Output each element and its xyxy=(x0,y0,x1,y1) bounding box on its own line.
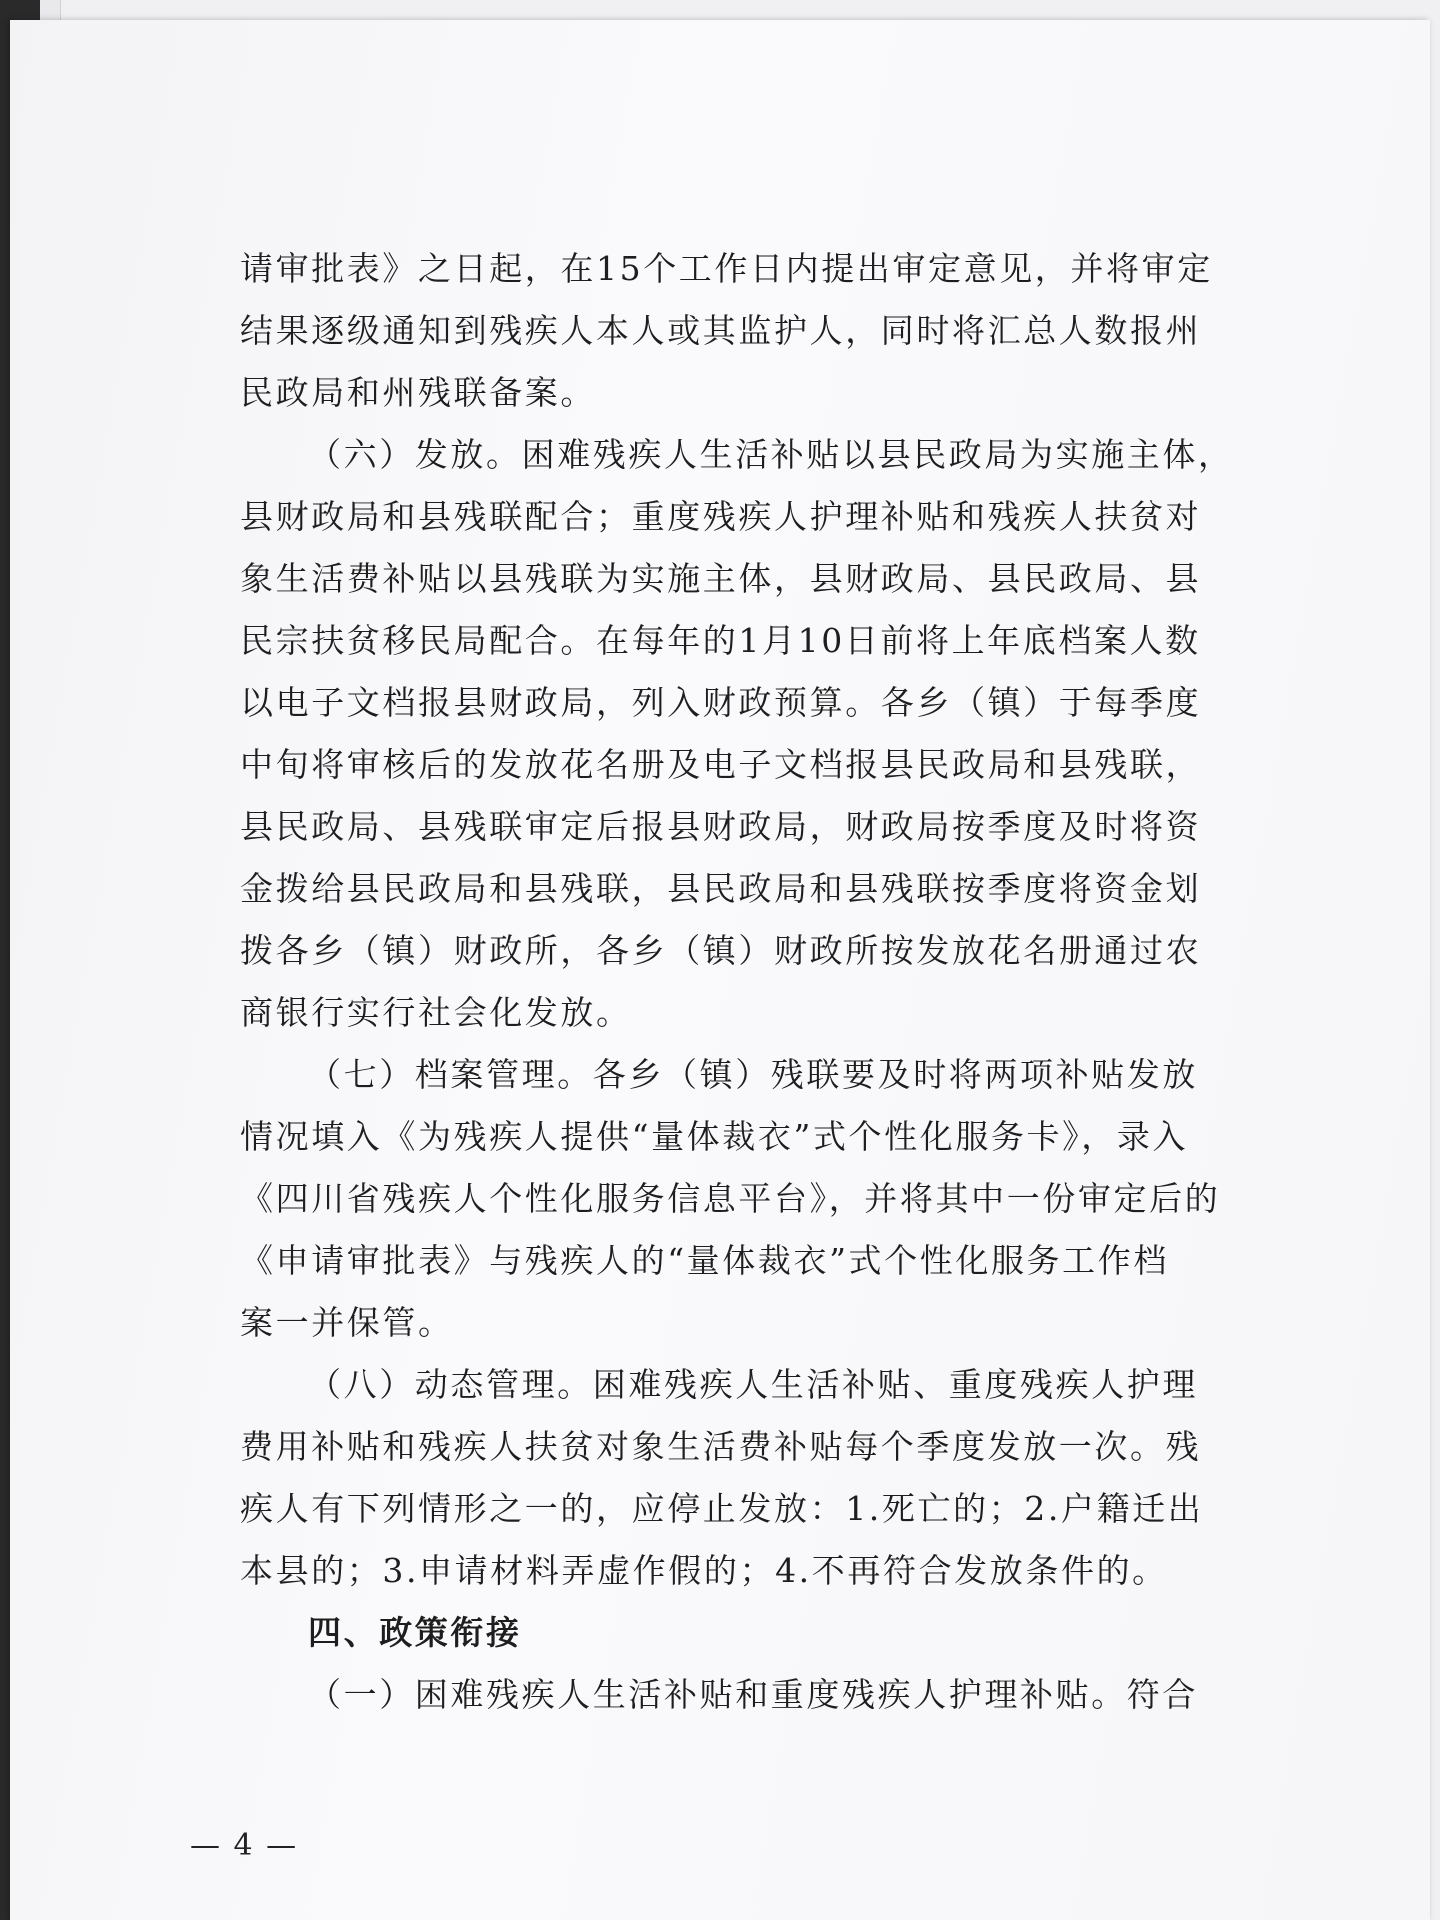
body-text xyxy=(240,238,1234,1726)
text-line: 《申请审批表》与残疾人的“量体裁衣”式个性化服务工作档 xyxy=(240,1241,1169,1280)
text-line: 县民政局、县残联审定后报县财政局，财政局按季度及时将资 xyxy=(240,807,1202,846)
text-line: 结果逐级通知到残疾人本人或其监护人，同时将汇总人数报州 xyxy=(240,311,1202,350)
text-line: 《四川省残疾人个性化服务信息平台》，并将其中一份审定后的 xyxy=(240,1179,1221,1218)
section-seven-line: （七）档案管理。各乡（镇）残联要及时将两项补贴发放 xyxy=(308,1055,1198,1094)
text-line: 疾人有下列情形之一的，应停止发放：1.死亡的；2.户籍迁出 xyxy=(240,1489,1204,1528)
section-six-line: （六）发放。困难残疾人生活补贴以县民政局为实施主体， xyxy=(308,435,1234,474)
subsection-one-line: （一）困难残疾人生活补贴和重度残疾人护理补贴。符合 xyxy=(308,1675,1198,1714)
text-line: 象生活费补贴以县残联为实施主体，县财政局、县民政局、县 xyxy=(240,559,1202,598)
text-line: 情况填入《为残疾人提供“量体裁衣”式个性化服务卡》，录入 xyxy=(240,1117,1189,1156)
text-line: 以电子文档报县财政局，列入财政预算。各乡（镇）于每季度 xyxy=(240,683,1202,722)
text-line: 民宗扶贫移民局配合。在每年的1月10日前将上年底档案人数 xyxy=(240,621,1201,660)
text-line: 县财政局和县残联配合；重度残疾人护理补贴和残疾人扶贫对 xyxy=(240,497,1202,536)
text-line: 本县的；3.申请材料弄虚作假的；4.不再符合发放条件的。 xyxy=(240,1551,1168,1590)
page-number: — 4 — xyxy=(190,1828,299,1863)
text-line: 案一并保管。 xyxy=(240,1303,454,1342)
text-line: 金拨给县民政局和县残联，县民政局和县残联按季度将资金划 xyxy=(240,869,1202,908)
text-line: 请审批表》之日起，在15个工作日内提出审定意见，并将审定 xyxy=(240,249,1213,288)
document-page xyxy=(10,20,1430,1920)
text-line: 商银行实行社会化发放。 xyxy=(240,993,632,1032)
section-heading: 四、政策衔接 xyxy=(308,1613,522,1652)
text-line: 拨各乡（镇）财政所，各乡（镇）财政所按发放花名册通过农 xyxy=(240,931,1202,970)
section-eight-line: （八）动态管理。困难残疾人生活补贴、重度残疾人护理 xyxy=(308,1365,1198,1404)
text-line: 中旬将审核后的发放花名册及电子文档报县民政局和县残联， xyxy=(240,745,1202,784)
text-line: 费用补贴和残疾人扶贫对象生活费补贴每个季度发放一次。残 xyxy=(240,1427,1202,1466)
text-line: 民政局和州残联备案。 xyxy=(240,373,596,412)
